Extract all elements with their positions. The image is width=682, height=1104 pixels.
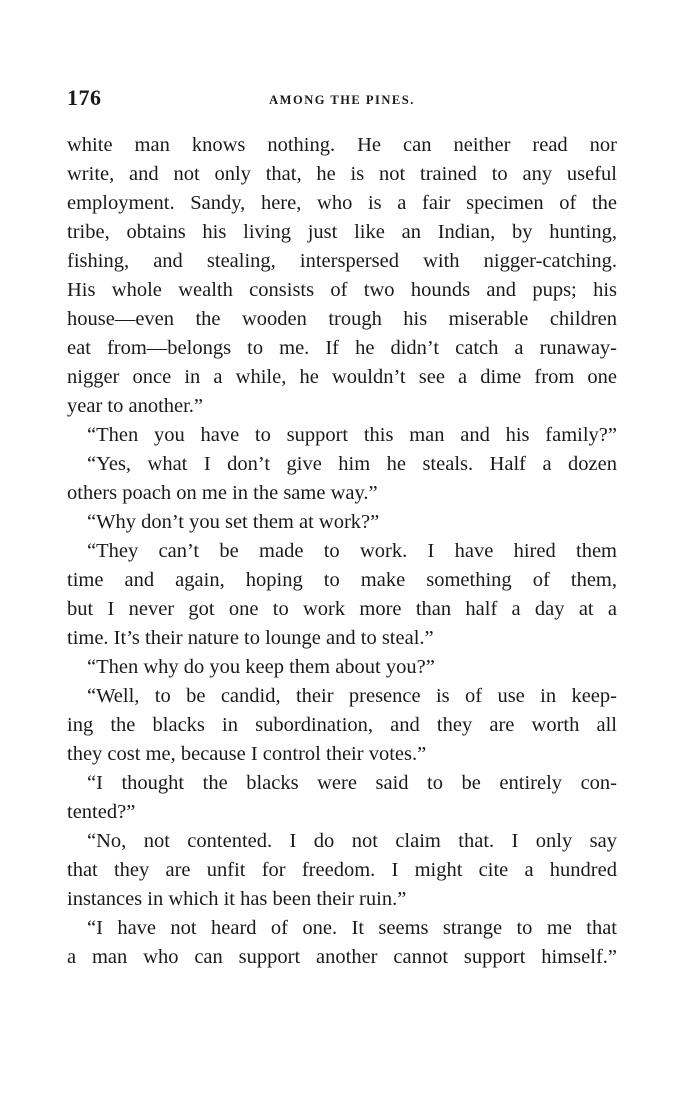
page-number: 176 [67, 85, 102, 110]
text-line: instances in which it has been their ruin.” [67, 888, 407, 910]
text-line: fishing, and stealing, interspersed with nigger-catching. [67, 250, 617, 272]
text-line: “Then you have to support this man and his family?” [87, 424, 617, 446]
text-line: “I have not heard of one. It seems strange to me that [87, 917, 617, 939]
text-line: they cost me, because I control their votes.” [67, 743, 427, 765]
text-line: time. It’s their nature to lounge and to steal.” [67, 627, 434, 649]
text-line: nigger once in a while, he wouldn’t see a dime from one [67, 366, 617, 388]
text-line: His whole wealth consists of two hounds and pups; his [67, 279, 617, 301]
text-line: but I never got one to work more than half a day at a [67, 598, 617, 620]
running-head: AMONG THE PINES. [269, 93, 415, 107]
text-line: tented?” [67, 801, 136, 823]
text-line: “Then why do you keep them about you?” [87, 656, 435, 678]
text-line: “They can’t be made to work. I have hired them [87, 540, 617, 562]
text-line: time and again, hoping to make something of them, [67, 569, 617, 591]
text-line: “Well, to be candid, their presence is of use in keep- [87, 685, 617, 707]
text-line: white man knows nothing. He can neither read nor [67, 134, 617, 156]
text-line: “Yes, what I don’t give him he steals. Half a dozen [87, 453, 617, 475]
text-line: that they are unfit for freedom. I might cite a hundred [67, 859, 617, 881]
text-line: others poach on me in the same way.” [67, 482, 378, 504]
text-line: “I thought the blacks were said to be entirely con- [87, 772, 617, 794]
book-page [67, 85, 617, 972]
page-header [67, 85, 617, 115]
text-line: tribe, obtains his living just like an Indian, by hunting, [67, 221, 617, 243]
body-text [67, 131, 617, 972]
text-line: “No, not contented. I do not claim that. I only say [87, 830, 617, 852]
text-line: “Why don’t you set them at work?” [87, 511, 380, 533]
text-line: year to another.” [67, 395, 204, 417]
text-line: eat from—belongs to me. If he didn’t catch a runaway- [67, 337, 617, 359]
text-line: write, and not only that, he is not trained to any useful [67, 163, 617, 185]
text-line: ing the blacks in subordination, and they are worth all [67, 714, 617, 736]
text-line: employment. Sandy, here, who is a fair specimen of the [67, 192, 617, 214]
text-line: house—even the wooden trough his miserable children [67, 308, 617, 330]
text-line: a man who can support another cannot support himself.” [67, 946, 617, 968]
